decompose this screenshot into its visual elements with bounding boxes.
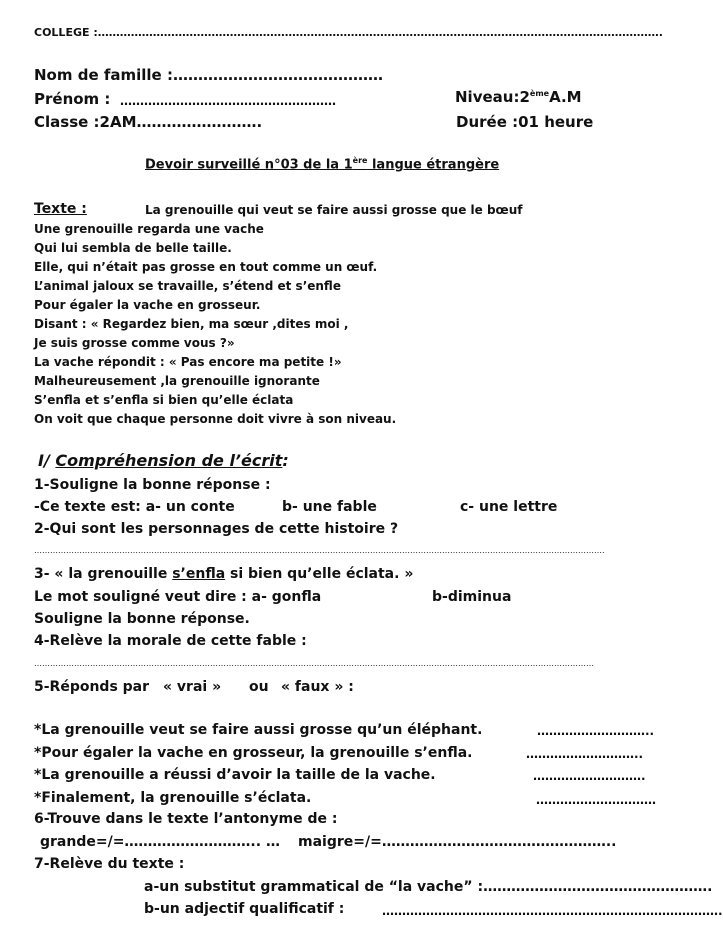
q4-title: 4-Relève la morale de cette fable : [34,633,307,649]
q6-grande: grande=/=……………………….. … [40,834,280,850]
texte-line: Je suis grosse comme vous ?» [34,336,235,350]
q7-b-dots: …………………………………………………………………………. [382,904,723,918]
q5-item: *Finalement, la grenouille s’éclata. [34,790,312,806]
q4-answer-dots: ………………………………………………………………………………………………………………………………………………………………………………………… [34,659,594,668]
texte-line: Disant : « Regardez bien, ma sœur ,dites moi , [34,317,349,331]
q7-a: a-un substitut grammatical de “la vache” :…………………………………………. [144,879,713,895]
q5-item-dots: ……………………….. [526,747,644,761]
texte-line: Elle, qui n’était pas grosse en tout comme un œuf. [34,260,378,274]
q5-vrai: « vrai » [163,679,222,695]
q5-item: *La grenouille veut se faire aussi grosse qu’un éléphant. [34,722,483,738]
q6-title: 6-Trouve dans le texte l’antonyme de : [34,811,338,827]
q6-maigre: maigre=/=………………………………………….. [298,834,617,850]
duree-field: Durée :01 heure [456,113,594,131]
q3-option-b: b-diminua [432,589,512,605]
texte-line: Pour égaler la vache en grosseur. [34,298,261,312]
texte-line: L’animal jaloux se travaille, s’étend et s’enfle [34,279,341,293]
q1-stem: -Ce texte est: a- un conte [34,499,235,515]
texte-label: Texte : [34,201,87,217]
section-heading: I/ Compréhension de l’écrit: [38,451,289,470]
q5-item: *Pour égaler la vache en grosseur, la grenouille s’enfla. [34,745,473,761]
texte-line: Une grenouille regarda une vache [34,222,264,236]
q3-line2: Le mot souligné veut dire : a- gonfla [34,589,322,605]
q7-title: 7-Relève du texte : [34,856,185,872]
q1-option-c: c- une lettre [460,499,558,515]
q3-line3: Souligne la bonne réponse. [34,611,250,627]
q1-option-b: b- une fable [282,499,377,515]
q7-b-label: b-un adjectif qualificatif : [144,901,345,917]
classe-field: Classe :2AM……………………. [34,113,263,131]
texte-line: La vache répondit : « Pas encore ma petite !» [34,355,342,369]
page-title: Devoir surveillé n°03 de la 1ère langue étrangère [145,156,500,173]
q5-faux: « faux » : [281,679,354,695]
q2-answer-dots: ……………………………………………………………………………………………………………………………………………………………………………………………. [34,546,605,555]
prenom-dots: ……………………………………………… [120,94,336,108]
texte-line: Qui lui sembla de belle taille. [34,241,232,255]
q2-title: 2-Qui sont les personnages de cette histoire ? [34,521,399,537]
q5-item-dots: ………………………. [533,769,646,783]
texte-line: Malheureusement ,la grenouille ignorante [34,374,320,388]
nom-field: Nom de famille :…………………………………… [34,66,383,84]
q5-title: 5-Réponds par [34,679,150,695]
texte-line: On voit que chaque personne doit vivre à son niveau. [34,412,397,426]
prenom-label: Prénom : [34,90,111,108]
q5-item: *La grenouille a réussi d’avoir la taille de la vache. [34,767,436,783]
q5-ou: ou [249,679,269,695]
texte-line: S’enfla et s’enfla si bien qu’elle éclata [34,393,294,407]
q5-item-dots: ……………………….. [537,724,655,738]
college-line: COLLEGE :………………………………………………………………………………………………………………………………………. [34,26,663,39]
q1-title: 1-Souligne la bonne réponse : [34,477,271,493]
texte-title: La grenouille qui veut se faire aussi grosse que le bœuf [145,203,523,217]
q3-title: 3- « la grenouille s’enfla si bien qu’elle éclata. » [34,566,414,582]
q5-item-dots: ………………………… [536,793,656,807]
niveau-field: Niveau:2èmeA.M [455,88,582,106]
